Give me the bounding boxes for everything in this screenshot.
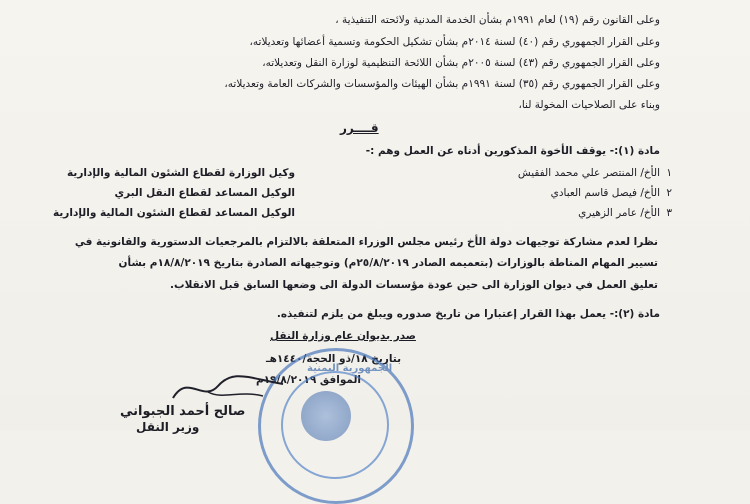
decision-heading: قــــرر (340, 121, 379, 135)
article-1-intro: مادة (١):- يوقف الأخوة المذكورين أدناه عن العمل وهم :- (365, 145, 660, 157)
person-3-name: الأخ/ عامر الزهيري (578, 207, 660, 219)
paragraph-line-3: تعليق العمل في ديوان الوزارة الى حين عودة مؤسسات الدولة الى وضعها السابق قبل الانقلاب. (170, 279, 658, 291)
date-hijri: بتاريخ ١٨/ذو الحجة/١٤٤٠هـ (266, 353, 402, 365)
preamble-line-4: وعلى القرار الجمهوري رقم (٣٥) لسنة ١٩٩١م بشأن الهيئات والمؤسسات والشركات العامة وتعديلاته، (224, 78, 660, 90)
person-2-role: الوكيل المساعد لقطاع النقل البري (114, 187, 295, 199)
person-3-num: ٣ (666, 207, 672, 219)
article-2: مادة (٢):- يعمل بهذا القرار إعتبارا من تاريخ صدوره ويبلغ من يلزم لتنفيذه. (276, 308, 660, 320)
signer-title: وزير النقل (136, 420, 200, 434)
stamp-text: الجمهورية اليمنية (307, 363, 393, 374)
eagle-emblem-icon (301, 391, 351, 441)
preamble-line-5: وبناء على الصلاحيات المخولة لنا، (518, 99, 660, 111)
signer-name: صالح أحمد الجبواني (120, 404, 246, 419)
paragraph-line-2: تسيير المهام المناطة بالوزارات (بتعميمه الصادر ٢٥/٨/٢٠١٩م) وتوجيهاته الصادرة بتاريخ ١٨/٨/٢٠١٩م بشأن (118, 257, 658, 269)
person-1-num: ١ (666, 167, 672, 179)
issued-line: صدر بديوان عام وزارة النقل (270, 330, 416, 342)
date-gregorian: الموافق ١٩/٨/٢٠١٩م (256, 374, 361, 386)
preamble-line-3: وعلى القرار الجمهوري رقم (٤٣) لسنة ٢٠٠٥م بشأن اللائحة التنظيمية لوزارة النقل وتعديلاته، (262, 57, 660, 69)
preamble-line-2: وعلى القرار الجمهوري رقم (٤٠) لسنة ٢٠١٤م بشأن تشكيل الحكومة وتسمية أعضائها وتعديلاته، (249, 36, 660, 48)
person-1-name: الأخ/ المنتصر علي محمد الفقيش (517, 167, 660, 179)
person-2-name: الأخ/ فيصل قاسم العبادي (550, 187, 660, 199)
person-1-role: وكيل الوزارة لقطاع الشئون المالية والإدارية (67, 167, 295, 179)
person-3-role: الوكيل المساعد لقطاع الشئون المالية والإدارية (53, 207, 295, 219)
person-2-num: ٢ (666, 187, 672, 199)
paragraph-line-1: نظرا لعدم مشاركة توجيهات دولة الأخ رئيس مجلس الوزراء المتعلقة بالالتزام بالمرجعيات الدستورية والقانونية في (74, 236, 658, 248)
signature-icon (168, 368, 288, 408)
preamble-line-1: وعلى القانون رقم (١٩) لعام ١٩٩١م بشأن الخدمة المدنية ولائحته التنفيذية ، (335, 14, 660, 26)
